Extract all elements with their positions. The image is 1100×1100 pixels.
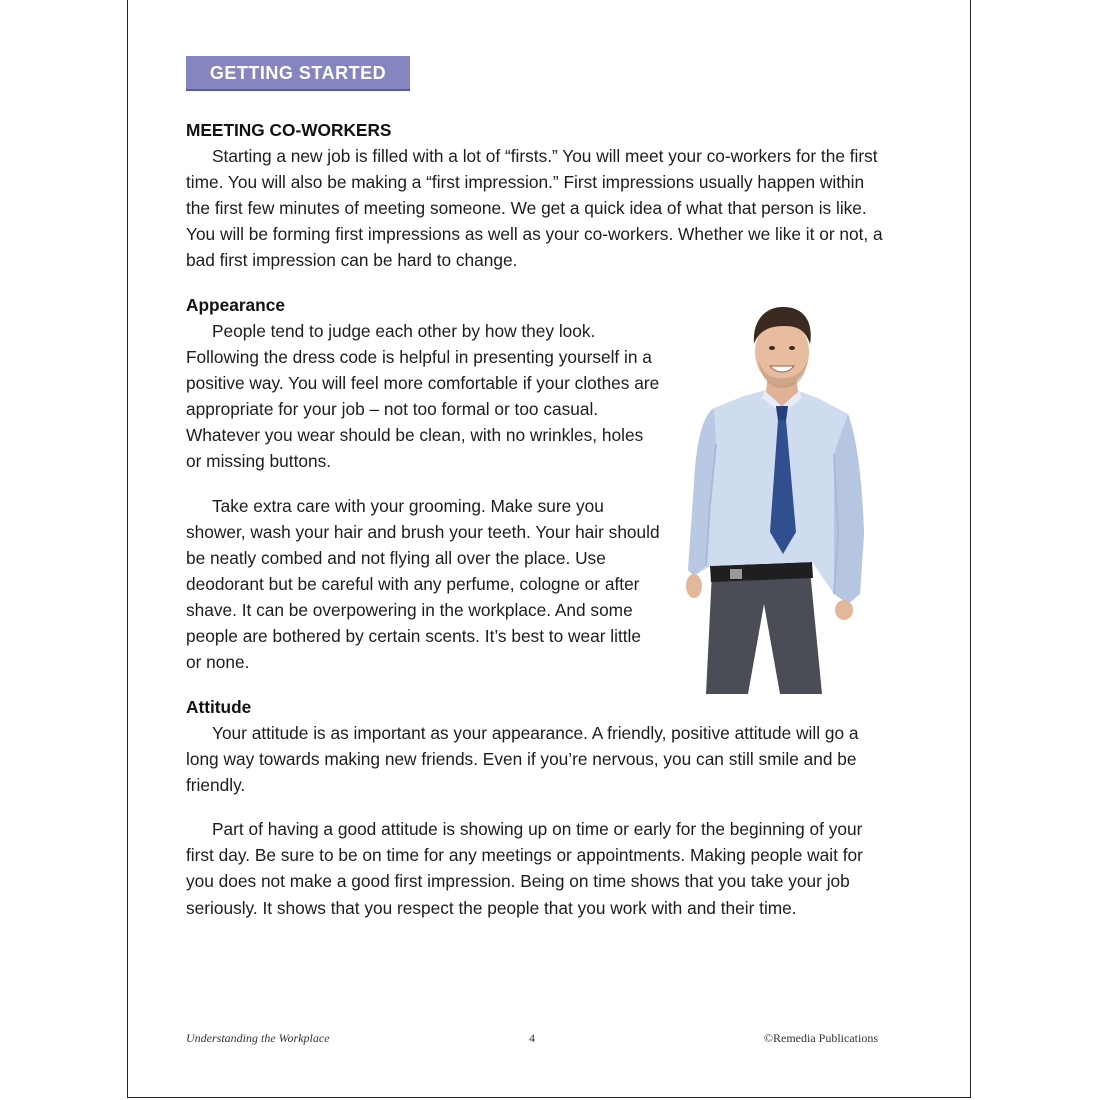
heading-meeting-coworkers: MEETING CO-WORKERS [186, 120, 392, 140]
heading-attitude: Attitude [186, 697, 252, 717]
section-meeting-coworkers [186, 117, 886, 273]
right-hand [835, 600, 853, 620]
paragraph-appearance-2: Take extra care with your grooming. Make sure you shower, wash your hair and brush your teeth. Your hair should be neatly combed and not flying all over the place. Use deodorant but be careful with any perfume, cologne or after shave. It can be overpowering in the workplace. And some people are bothered by certain scents. It’s best to wear little or none. [186, 495, 660, 673]
paragraph-meeting: Starting a new job is filled with a lot of “firsts.” You will meet your co-workers for the first time. You will also be making a “first impression.” First impressions usually happen within the first few minutes of meeting someone. We get a quick idea of what that person is like. You will be forming first impressions as well as your co-workers. Whether we like it or not, a bad first impression can be hard to change. [186, 146, 883, 271]
belt-buckle [730, 569, 742, 579]
heading-appearance: Appearance [186, 295, 285, 315]
paragraph-appearance-1: People tend to judge each other by how they look. Following the dress code is helpful in presenting yourself in a positive way. You will feel more comfortable if your clothes are appropriate for your job – not too formal or too casual. Whatever you wear should be clean, with no wrinkles, holes or missing buttons. [186, 321, 660, 472]
section-attitude [186, 694, 886, 921]
section-appearance [186, 292, 661, 675]
paragraph-attitude-2: Part of having a good attitude is showing up on time or early for the beginning of your first day. Be sure to be on time for any meetings or appointments. Making people wait for you does not make a good first impression. Being on time shows that you take your job seriously. It shows that you respect the people that you work with and their time. [186, 819, 863, 918]
document-page [127, 0, 971, 1098]
section-banner: GETTING STARTED [186, 56, 410, 91]
footer-publisher: ©Remedia Publications [763, 1031, 878, 1045]
paragraph-attitude-1: Your attitude is as important as your appearance. A friendly, positive attitude will go a long way towards making new friends. Even if you’re nervous, you can still smile and be friendly. [186, 723, 859, 796]
footer-page-number: 4 [529, 1031, 535, 1045]
trousers [706, 570, 822, 694]
footer-book-title: Understanding the Workplace [186, 1031, 330, 1045]
businessman-photo [684, 304, 874, 694]
left-hand [686, 574, 702, 598]
